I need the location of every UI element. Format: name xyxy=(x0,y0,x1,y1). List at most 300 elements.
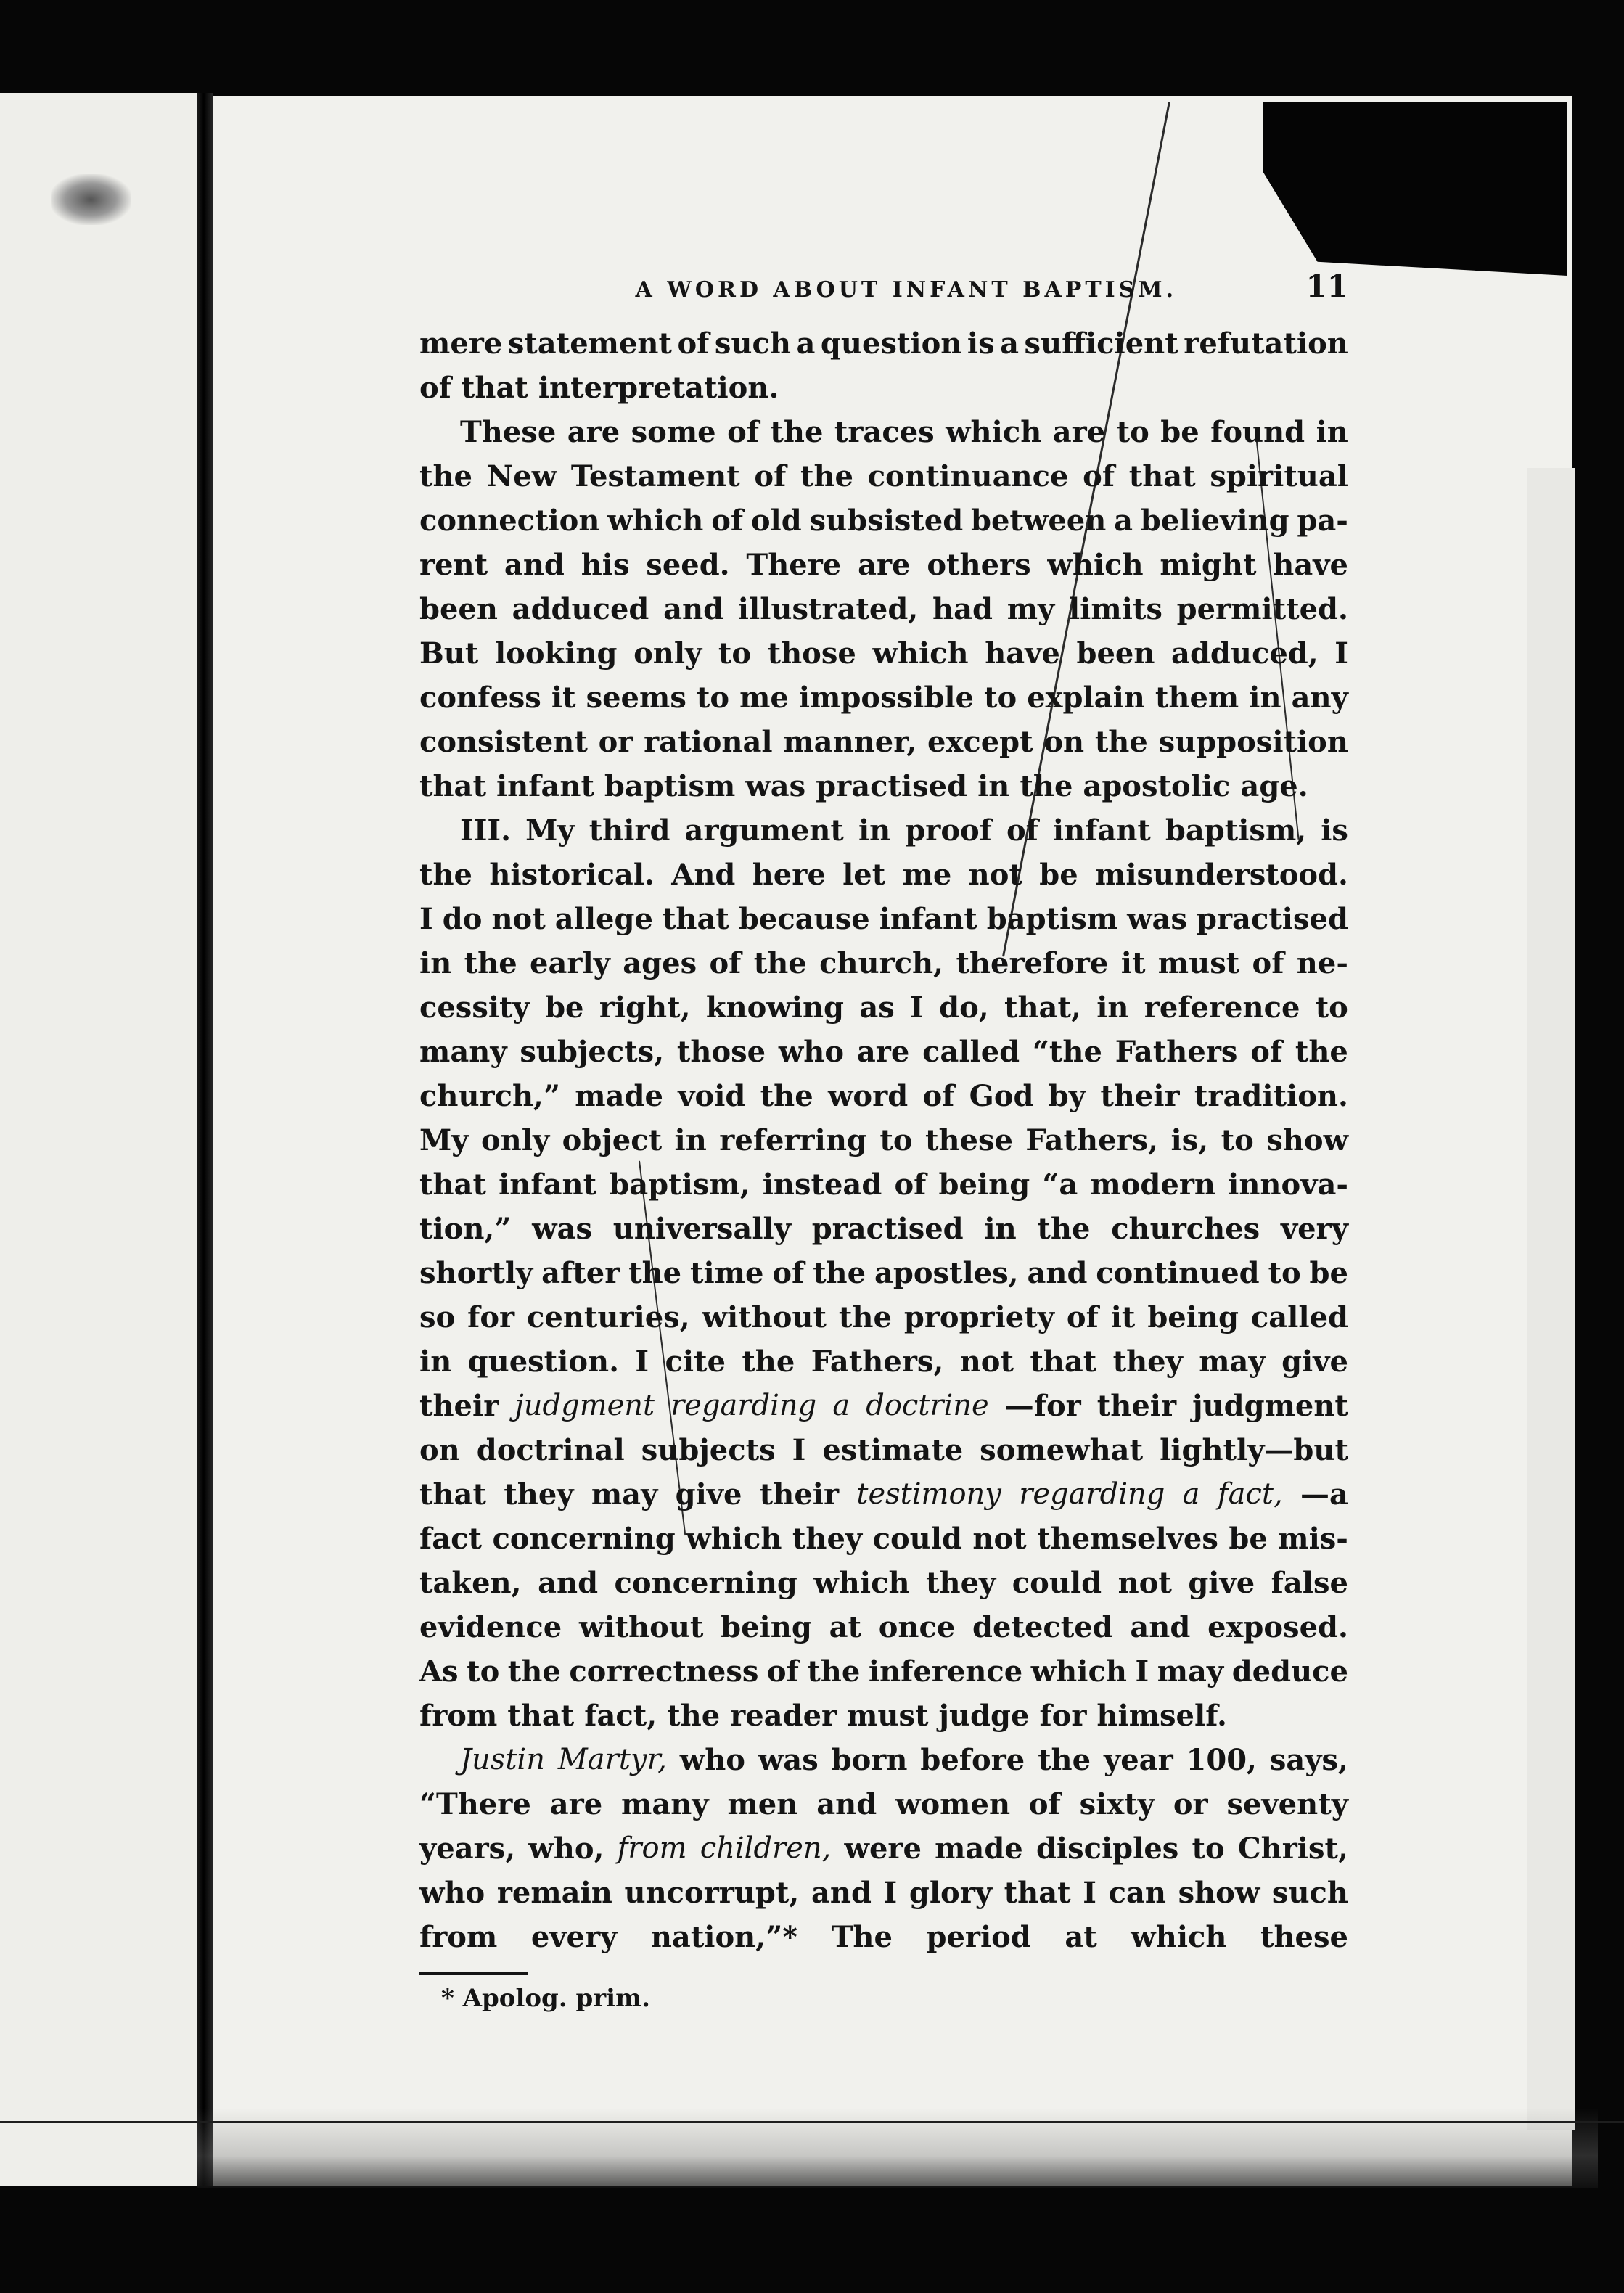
word: and xyxy=(663,592,724,626)
word: and xyxy=(816,1787,877,1821)
word: some xyxy=(631,415,716,449)
word: propriety xyxy=(903,1300,1054,1334)
word: early xyxy=(530,946,610,980)
word: shortly xyxy=(419,1256,533,1290)
word: ne- xyxy=(1296,946,1348,980)
word: concerning xyxy=(492,1522,676,1556)
word: practised xyxy=(811,1212,964,1246)
word: to xyxy=(467,1654,500,1689)
word: them xyxy=(1155,681,1239,715)
word: church,” xyxy=(419,1079,560,1113)
word: a xyxy=(1182,1477,1200,1511)
word: pa- xyxy=(1297,504,1348,538)
text-line xyxy=(419,1517,1348,1561)
word: adduced xyxy=(512,592,649,626)
word: I xyxy=(792,1433,806,1467)
word: doctrinal xyxy=(476,1433,625,1467)
word: the xyxy=(464,946,517,980)
word: seventy xyxy=(1226,1787,1348,1821)
word: Christ, xyxy=(1237,1831,1348,1866)
page-text xyxy=(419,268,1348,2014)
word: have xyxy=(985,636,1060,670)
word: baptism, xyxy=(609,1168,750,1202)
word: impossible xyxy=(798,681,974,715)
word: I xyxy=(635,1345,649,1379)
word: the xyxy=(419,459,473,493)
text-line xyxy=(419,1782,1348,1826)
word: manner, xyxy=(783,725,917,759)
word: refutation xyxy=(1184,327,1348,361)
word: they xyxy=(792,1522,863,1556)
word: and xyxy=(1130,1610,1191,1644)
word: because xyxy=(738,902,870,936)
word: The xyxy=(831,1920,893,1954)
word: in xyxy=(419,1345,452,1379)
word: universally xyxy=(612,1212,791,1246)
word: been xyxy=(419,592,498,626)
word: may xyxy=(1157,1654,1224,1689)
word: in xyxy=(1249,681,1281,715)
word: glory xyxy=(909,1876,993,1910)
word: of xyxy=(772,1256,805,1290)
word: spiritual xyxy=(1210,459,1348,493)
word: subjects, xyxy=(520,1035,665,1069)
word: traces xyxy=(834,415,935,449)
text-line xyxy=(419,1162,1348,1207)
word: or xyxy=(1173,1787,1208,1821)
running-head-title: A WORD ABOUT INFANT BAPTISM. xyxy=(635,277,1178,303)
footnote-rule xyxy=(419,1972,528,1975)
word: subjects xyxy=(641,1433,776,1467)
word: are xyxy=(549,1787,603,1821)
word: that xyxy=(461,371,528,405)
word: those xyxy=(676,1035,766,1069)
word: looking xyxy=(494,636,618,670)
word: permitted. xyxy=(1176,592,1348,626)
word: period xyxy=(926,1920,1031,1954)
word: adduced, xyxy=(1171,636,1319,670)
word: could xyxy=(872,1522,962,1556)
word: must xyxy=(847,1699,929,1733)
word: be xyxy=(1229,1522,1268,1556)
word: And xyxy=(671,858,736,892)
word: therefore xyxy=(956,946,1109,980)
word: a xyxy=(1114,504,1133,538)
word: referring xyxy=(719,1123,867,1157)
word: infant xyxy=(496,769,594,803)
word: apostles, xyxy=(874,1256,1019,1290)
word: the xyxy=(838,1300,892,1334)
word: in xyxy=(419,946,452,980)
word: evidence xyxy=(419,1610,562,1644)
word: statement xyxy=(507,327,672,361)
word: my xyxy=(1006,592,1055,626)
word: Martyr, xyxy=(557,1743,667,1776)
word: New xyxy=(486,459,557,493)
word: which xyxy=(872,636,969,670)
word: Fathers, xyxy=(1025,1123,1159,1157)
word: who xyxy=(419,1876,485,1910)
word: infant xyxy=(879,902,977,936)
word: the xyxy=(753,946,807,980)
word: the xyxy=(507,1654,561,1689)
word: those xyxy=(767,636,856,670)
word: to xyxy=(879,1123,913,1157)
word: that xyxy=(1030,1345,1097,1379)
text-line xyxy=(419,321,1348,366)
word: of xyxy=(711,504,744,538)
facing-page-edge xyxy=(0,93,197,2186)
word: that xyxy=(419,1168,486,1202)
word: years, xyxy=(419,1831,516,1866)
word: testimony xyxy=(856,1477,1001,1511)
word: As xyxy=(419,1654,459,1689)
word: the xyxy=(667,1699,721,1733)
word: interpretation. xyxy=(538,371,779,405)
word: their xyxy=(1096,1389,1177,1423)
word: of xyxy=(709,946,742,980)
text-line xyxy=(419,1915,1348,1959)
word: cessity xyxy=(419,990,530,1025)
word: they xyxy=(1112,1345,1183,1379)
word: give xyxy=(1188,1566,1255,1600)
word: —for xyxy=(1004,1389,1081,1423)
text-line xyxy=(419,1118,1348,1162)
text-line xyxy=(419,853,1348,897)
word: was xyxy=(745,769,806,803)
text-line xyxy=(419,410,1348,454)
word: Fathers, xyxy=(811,1345,944,1379)
word: his xyxy=(581,548,630,582)
word: doctrine xyxy=(866,1389,989,1422)
word: on xyxy=(1043,725,1085,759)
word: tradition. xyxy=(1194,1079,1348,1113)
word: they xyxy=(504,1477,574,1511)
word: not xyxy=(972,1522,1027,1556)
word: be xyxy=(545,990,584,1025)
word: on xyxy=(419,1433,460,1467)
word: it xyxy=(1120,946,1146,980)
word: I xyxy=(883,1876,898,1910)
word: My xyxy=(525,813,575,848)
word: connection xyxy=(419,504,600,538)
word: of xyxy=(419,371,451,405)
word: of xyxy=(766,1654,799,1689)
page-edge-strip xyxy=(1527,468,1575,2130)
word: very xyxy=(1280,1212,1348,1246)
word: I xyxy=(910,990,924,1025)
word: only xyxy=(481,1123,550,1157)
word: church, xyxy=(819,946,944,980)
text-line xyxy=(419,1295,1348,1340)
word: modern xyxy=(1090,1168,1215,1202)
word: which xyxy=(1047,548,1144,582)
word: might xyxy=(1160,548,1257,582)
word: which xyxy=(813,1566,910,1600)
word: a xyxy=(796,327,816,361)
word: these xyxy=(1260,1920,1348,1954)
word: and xyxy=(811,1876,872,1910)
word: a xyxy=(832,1389,850,1422)
text-line xyxy=(419,543,1348,587)
word: exposed. xyxy=(1207,1610,1348,1644)
word: rent xyxy=(419,548,488,582)
word: was xyxy=(1127,902,1187,936)
word: I xyxy=(419,902,433,936)
word: from xyxy=(617,1831,687,1865)
word: My xyxy=(419,1123,469,1157)
word: says, xyxy=(1269,1743,1348,1777)
word: was xyxy=(532,1212,592,1246)
word: “the xyxy=(1032,1035,1102,1069)
word: men xyxy=(727,1787,798,1821)
word: of xyxy=(1083,459,1115,493)
word: seed. xyxy=(646,548,730,582)
word: after xyxy=(541,1256,620,1290)
word: reference xyxy=(1144,990,1300,1025)
text-line xyxy=(419,499,1348,543)
word: sixty xyxy=(1079,1787,1155,1821)
word: These xyxy=(460,415,557,449)
word: are xyxy=(856,1035,910,1069)
word: the xyxy=(813,1256,866,1290)
word: the xyxy=(807,1654,861,1689)
word: uncorrupt, xyxy=(624,1876,800,1910)
scan-bottom-rule xyxy=(0,2121,1624,2123)
word: regarding xyxy=(670,1389,817,1422)
word: give xyxy=(1281,1345,1348,1379)
word: question xyxy=(820,327,962,361)
word: word xyxy=(828,1079,909,1113)
word: of xyxy=(754,459,787,493)
word: many xyxy=(419,1035,507,1069)
word: the xyxy=(1094,725,1148,759)
word: give xyxy=(675,1477,742,1511)
text-line xyxy=(419,1738,1348,1782)
word: practised xyxy=(1197,902,1348,936)
word: subsisted xyxy=(809,504,964,538)
text-line xyxy=(419,1649,1348,1694)
word: their xyxy=(419,1389,499,1423)
word: cite xyxy=(665,1345,726,1379)
word: such xyxy=(1271,1876,1348,1910)
word: at xyxy=(1065,1920,1097,1954)
text-line xyxy=(419,1030,1348,1074)
word: the xyxy=(1038,1743,1091,1777)
word: not xyxy=(959,1345,1014,1379)
word: innova- xyxy=(1228,1168,1348,1202)
word: argument xyxy=(684,813,844,848)
word: of xyxy=(1006,813,1038,848)
word: every xyxy=(530,1920,618,1954)
word: be xyxy=(1160,415,1199,449)
word: and xyxy=(504,548,565,582)
text-line xyxy=(419,631,1348,676)
word: 100, xyxy=(1186,1743,1257,1777)
word: that xyxy=(1128,459,1196,493)
word: himself. xyxy=(1096,1699,1227,1733)
word: only xyxy=(633,636,702,670)
word: their xyxy=(1100,1079,1180,1113)
word: so xyxy=(419,1300,456,1334)
word: third xyxy=(589,813,670,848)
word: made xyxy=(935,1831,1023,1866)
word: which xyxy=(946,415,1042,449)
text-line xyxy=(419,720,1348,764)
word: disciples xyxy=(1035,1831,1179,1866)
word: judgment xyxy=(1192,1389,1348,1423)
word: nation,”* xyxy=(650,1920,798,1954)
text-line xyxy=(419,985,1348,1030)
word: object xyxy=(562,1123,663,1157)
word: to xyxy=(983,681,1017,715)
word: the xyxy=(1020,769,1073,803)
word: called xyxy=(922,1035,1020,1069)
word: fact, xyxy=(584,1699,657,1733)
word: false xyxy=(1271,1566,1348,1600)
word: of xyxy=(922,1079,955,1113)
word: others xyxy=(927,548,1031,582)
word: they xyxy=(926,1566,996,1600)
text-line xyxy=(419,1074,1348,1118)
word: between xyxy=(971,504,1107,538)
word: is xyxy=(967,327,995,361)
word: inference xyxy=(868,1654,1023,1689)
word: which xyxy=(686,1522,782,1556)
word: lightly—but xyxy=(1160,1433,1348,1467)
text-line xyxy=(419,587,1348,631)
text-line xyxy=(419,1561,1348,1605)
text-line xyxy=(419,808,1348,853)
word: to xyxy=(1192,1831,1225,1866)
word: any xyxy=(1291,681,1348,715)
text-line xyxy=(419,454,1348,499)
text-line xyxy=(419,1871,1348,1915)
word: the xyxy=(800,459,853,493)
word: explain xyxy=(1027,681,1145,715)
word: “a xyxy=(1042,1168,1078,1202)
word: infant xyxy=(499,1168,597,1202)
word: deduce xyxy=(1231,1654,1348,1689)
word: time xyxy=(690,1256,764,1290)
word: misunderstood. xyxy=(1095,858,1348,892)
word: been xyxy=(1076,636,1155,670)
word: correctness xyxy=(569,1654,759,1689)
word: children, xyxy=(700,1831,832,1865)
word: without xyxy=(702,1300,827,1334)
word: be xyxy=(1309,1256,1348,1290)
word: is, xyxy=(1170,1123,1209,1157)
word: themselves xyxy=(1037,1522,1218,1556)
word: consistent xyxy=(419,725,588,759)
word: as xyxy=(859,990,895,1025)
word: who xyxy=(679,1743,745,1777)
word: regarding xyxy=(1019,1477,1165,1511)
word: judge xyxy=(938,1699,1030,1733)
word: may xyxy=(591,1477,658,1511)
text-line xyxy=(419,676,1348,720)
word: baptism, xyxy=(1165,813,1307,848)
word: illustrated, xyxy=(737,592,919,626)
word: not xyxy=(491,902,546,936)
word: the xyxy=(760,1079,813,1113)
word: in xyxy=(977,769,1010,803)
word: judgment xyxy=(514,1389,655,1422)
word: continued xyxy=(1096,1256,1260,1290)
text-line xyxy=(419,366,1348,410)
word: for xyxy=(467,1300,515,1334)
word: at xyxy=(829,1610,861,1644)
word: proof xyxy=(905,813,992,848)
word: a xyxy=(1000,327,1020,361)
word: made xyxy=(575,1079,663,1113)
word: do xyxy=(442,902,483,936)
word: which xyxy=(607,504,704,538)
word: right, xyxy=(599,990,691,1025)
word: to xyxy=(1221,1123,1254,1157)
word: the xyxy=(742,1345,795,1379)
word: mis- xyxy=(1278,1522,1348,1556)
word: by xyxy=(1048,1079,1086,1113)
word: it xyxy=(1110,1300,1136,1334)
word: is xyxy=(1321,813,1348,848)
word: and xyxy=(1027,1256,1088,1290)
word: old xyxy=(750,504,802,538)
word: many xyxy=(621,1787,709,1821)
text-line xyxy=(419,1605,1348,1649)
word: continuance xyxy=(867,459,1069,493)
word: do, xyxy=(939,990,989,1025)
word: confess xyxy=(419,681,541,715)
text-line xyxy=(419,1251,1348,1295)
word: centuries, xyxy=(527,1300,690,1334)
word: fact, xyxy=(1217,1477,1283,1511)
word: I xyxy=(1334,636,1348,670)
word: once xyxy=(878,1610,956,1644)
word: I xyxy=(1135,1654,1149,1689)
word: of xyxy=(1028,1787,1061,1821)
word: question. xyxy=(467,1345,620,1379)
running-head xyxy=(419,268,1348,304)
word: show xyxy=(1266,1123,1348,1157)
word: which xyxy=(1030,1654,1127,1689)
word: practised xyxy=(816,769,968,803)
text-line xyxy=(419,1384,1348,1428)
word: had xyxy=(932,592,993,626)
word: being xyxy=(938,1168,1030,1202)
word: churches xyxy=(1111,1212,1260,1246)
word: born xyxy=(831,1743,908,1777)
word: can xyxy=(1108,1876,1166,1910)
word: in xyxy=(1316,415,1348,449)
word: I xyxy=(1083,1876,1096,1910)
word: for xyxy=(1039,1699,1087,1733)
word: the xyxy=(628,1256,682,1290)
word: the xyxy=(1295,1035,1348,1069)
word: in xyxy=(984,1212,1017,1246)
word: were xyxy=(844,1831,922,1866)
word: to xyxy=(1116,415,1149,449)
word: their xyxy=(759,1477,840,1511)
word: these xyxy=(924,1123,1013,1157)
word: me xyxy=(902,858,952,892)
word: historical. xyxy=(489,858,655,892)
word: “There xyxy=(419,1787,531,1821)
word: which xyxy=(1131,1920,1227,1954)
word: that xyxy=(419,769,486,803)
word: the xyxy=(419,858,473,892)
page-bottom-shadow xyxy=(197,2108,1598,2188)
